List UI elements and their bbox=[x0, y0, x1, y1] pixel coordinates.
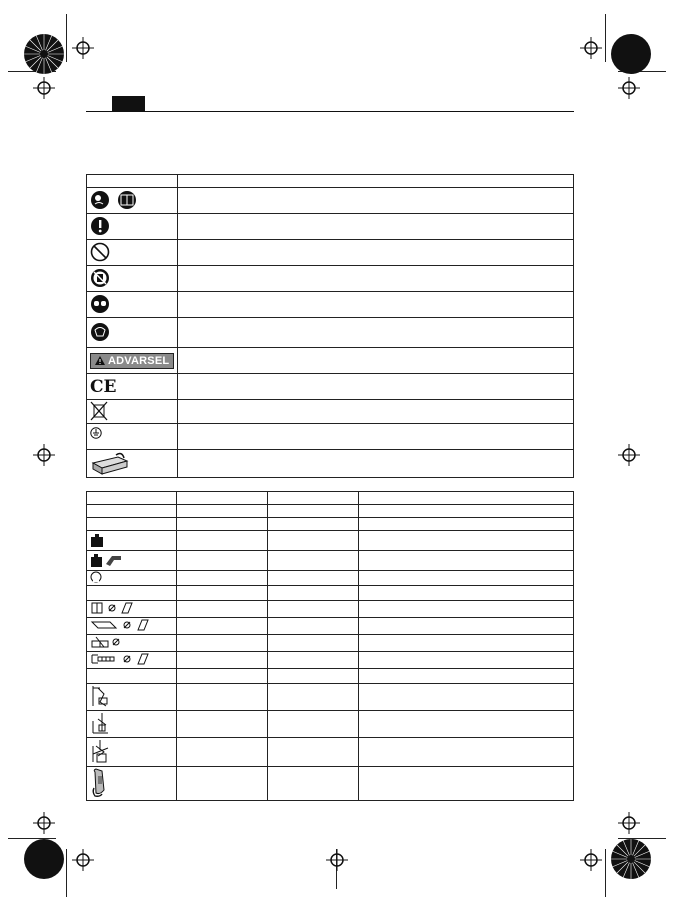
table-cell bbox=[268, 571, 359, 586]
table-cell bbox=[359, 551, 574, 571]
table-cell bbox=[177, 601, 268, 618]
crop-line bbox=[66, 14, 67, 62]
crop-line bbox=[605, 849, 606, 897]
saw-vertical-icon bbox=[90, 684, 110, 708]
table-cell bbox=[359, 571, 574, 586]
language-tab bbox=[112, 96, 145, 111]
table-cell bbox=[359, 601, 574, 618]
row-text bbox=[178, 424, 574, 450]
crosshair-mark-icon bbox=[618, 812, 640, 834]
table-row bbox=[87, 424, 574, 450]
registration-starburst-icon bbox=[23, 33, 65, 75]
table-row bbox=[87, 551, 574, 571]
ground-icon bbox=[90, 427, 102, 439]
table-cell bbox=[268, 518, 359, 531]
drill-wood-diameter-icon bbox=[90, 601, 136, 615]
table-row bbox=[87, 601, 574, 618]
table-row bbox=[87, 318, 574, 348]
table-cell bbox=[268, 711, 359, 738]
table-cell bbox=[268, 767, 359, 801]
table-row bbox=[87, 292, 574, 318]
saw-tilt-icon bbox=[90, 738, 110, 764]
table-row bbox=[87, 767, 574, 801]
read-manual-icon bbox=[90, 190, 138, 210]
table-row bbox=[87, 652, 574, 669]
row-text bbox=[178, 400, 574, 424]
row-text bbox=[178, 240, 574, 266]
crosshair-mark-icon bbox=[33, 812, 55, 834]
table-cell bbox=[359, 669, 574, 684]
table-cell bbox=[177, 767, 268, 801]
table-cell bbox=[268, 505, 359, 518]
protection-class-icon bbox=[90, 571, 102, 583]
table-row bbox=[87, 240, 574, 266]
table-row bbox=[87, 505, 574, 518]
table-cell bbox=[177, 571, 268, 586]
table-cell bbox=[268, 652, 359, 669]
table-row bbox=[87, 711, 574, 738]
registration-circle-icon bbox=[610, 33, 652, 75]
crosshair-mark-icon bbox=[72, 849, 94, 871]
table-cell bbox=[359, 618, 574, 635]
table-cell bbox=[177, 711, 268, 738]
crosshair-mark-icon bbox=[326, 849, 348, 871]
header-cell bbox=[178, 175, 574, 188]
crop-line bbox=[66, 849, 67, 897]
table-cell bbox=[177, 738, 268, 767]
table-row bbox=[87, 618, 574, 635]
table-cell bbox=[359, 505, 574, 518]
table-cell bbox=[359, 652, 574, 669]
table-cell bbox=[359, 684, 574, 711]
crosshair-mark-icon bbox=[33, 77, 55, 99]
table-row bbox=[87, 188, 574, 214]
header-cell bbox=[177, 492, 268, 505]
registration-starburst-icon bbox=[610, 838, 652, 880]
table-cell bbox=[268, 635, 359, 652]
header-cell bbox=[87, 175, 178, 188]
table-header-row bbox=[87, 175, 574, 188]
table-cell bbox=[177, 618, 268, 635]
table-row bbox=[87, 518, 574, 531]
technical-data-table bbox=[86, 491, 574, 801]
weight-battery-icon bbox=[90, 552, 122, 568]
table-cell bbox=[177, 635, 268, 652]
ce-mark: CE bbox=[90, 376, 117, 397]
registration-circle-icon bbox=[23, 838, 65, 880]
table-row bbox=[87, 450, 574, 478]
table-cell bbox=[177, 551, 268, 571]
table-row bbox=[87, 400, 574, 424]
crosshair-mark-icon bbox=[618, 444, 640, 466]
table-row bbox=[87, 374, 574, 400]
box-icon bbox=[90, 451, 130, 475]
table-cell bbox=[268, 618, 359, 635]
table-cell bbox=[268, 586, 359, 601]
table-cell bbox=[359, 767, 574, 801]
table-cell bbox=[359, 586, 574, 601]
table-cell bbox=[268, 531, 359, 551]
table-cell bbox=[268, 738, 359, 767]
table-row bbox=[87, 586, 574, 601]
weight-icon bbox=[90, 533, 104, 547]
symbols-table bbox=[86, 174, 574, 478]
table-cell bbox=[177, 505, 268, 518]
hand-grip-icon bbox=[90, 768, 110, 798]
table-header-row bbox=[87, 492, 574, 505]
header-rule bbox=[86, 111, 574, 112]
header-cell bbox=[268, 492, 359, 505]
table-row bbox=[87, 635, 574, 652]
crosshair-mark-icon bbox=[580, 849, 602, 871]
warning-label: ADVARSEL bbox=[90, 353, 174, 369]
drill-brick-diameter-icon bbox=[90, 635, 124, 649]
row-text bbox=[178, 214, 574, 240]
row-text bbox=[178, 266, 574, 292]
saw-angle-icon bbox=[90, 711, 110, 735]
screw-diameter-icon bbox=[90, 652, 154, 666]
table-cell bbox=[268, 551, 359, 571]
prohibited-icon bbox=[90, 242, 110, 262]
row-text bbox=[178, 450, 574, 478]
crosshair-mark-icon bbox=[72, 37, 94, 59]
table-row bbox=[87, 348, 574, 374]
table-cell bbox=[359, 531, 574, 551]
dust-mask-icon bbox=[90, 322, 110, 342]
crosshair-mark-icon bbox=[580, 37, 602, 59]
crosshair-mark-icon bbox=[33, 444, 55, 466]
table-cell bbox=[359, 711, 574, 738]
table-cell bbox=[359, 635, 574, 652]
table-cell bbox=[177, 518, 268, 531]
crop-line bbox=[605, 14, 606, 62]
crosshair-mark-icon bbox=[618, 77, 640, 99]
table-cell bbox=[177, 531, 268, 551]
row-text bbox=[178, 318, 574, 348]
table-cell bbox=[359, 518, 574, 531]
table-cell bbox=[177, 669, 268, 684]
row-text bbox=[178, 188, 574, 214]
table-row bbox=[87, 684, 574, 711]
table-cell bbox=[268, 684, 359, 711]
table-cell bbox=[268, 669, 359, 684]
warning-triangle-icon bbox=[95, 356, 105, 365]
table-row bbox=[87, 531, 574, 551]
row-text bbox=[178, 292, 574, 318]
table-row bbox=[87, 669, 574, 684]
header-cell bbox=[359, 492, 574, 505]
table-cell bbox=[177, 684, 268, 711]
table-cell bbox=[177, 586, 268, 601]
exclamation-icon bbox=[90, 216, 110, 236]
header-cell bbox=[87, 492, 177, 505]
row-text bbox=[178, 374, 574, 400]
drill-metal-diameter-icon bbox=[90, 618, 154, 632]
table-cell bbox=[359, 738, 574, 767]
ear-eye-protection-icon bbox=[90, 294, 110, 314]
table-cell bbox=[177, 652, 268, 669]
weee-bin-icon bbox=[90, 401, 108, 421]
table-cell bbox=[268, 601, 359, 618]
table-row bbox=[87, 738, 574, 767]
table-row bbox=[87, 571, 574, 586]
table-row bbox=[87, 266, 574, 292]
table-row bbox=[87, 214, 574, 240]
no-touch-icon bbox=[90, 268, 110, 288]
row-text bbox=[178, 348, 574, 374]
